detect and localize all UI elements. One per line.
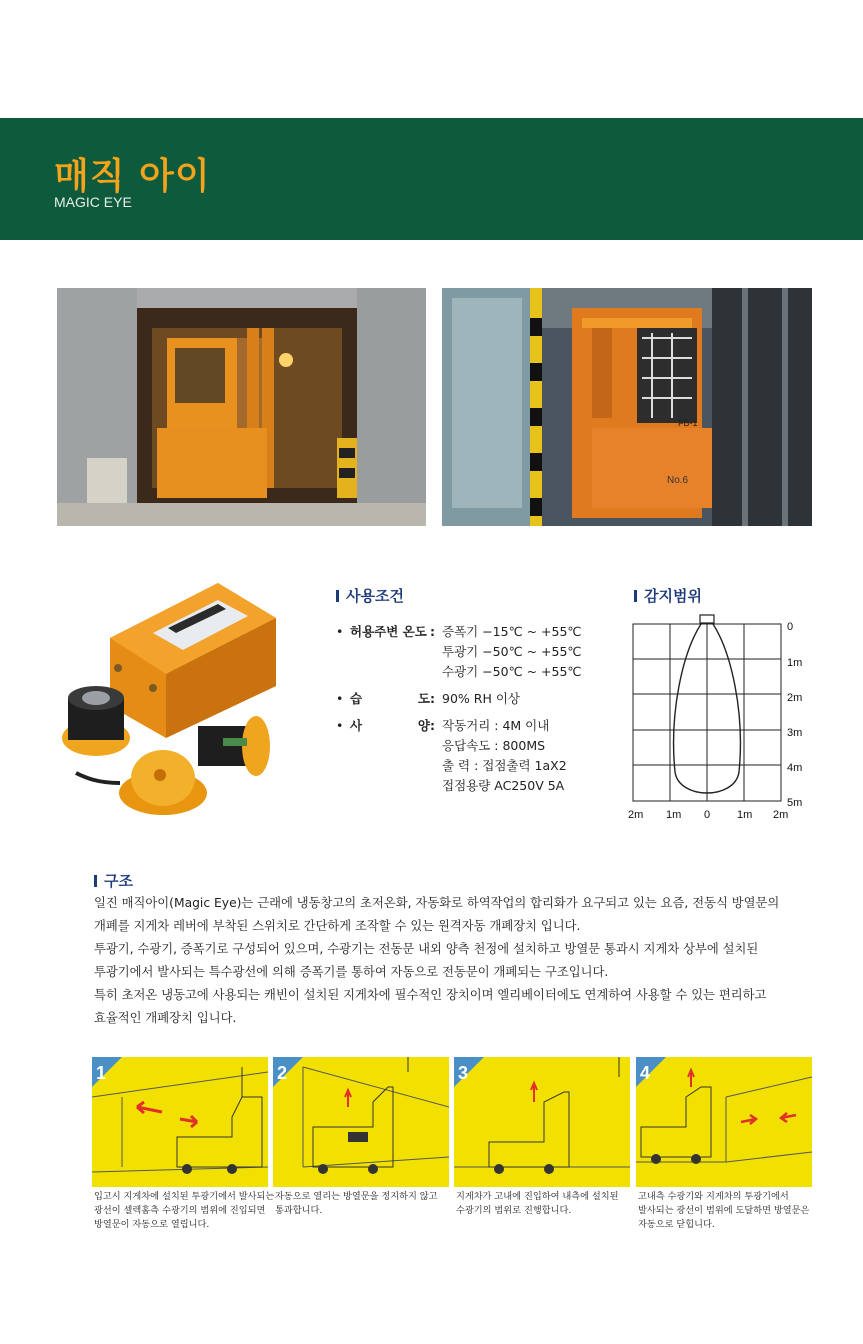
range-y-3: 3m [787, 727, 803, 739]
spec-row-temperature: • 허용주변 온도 : 증폭기 −15℃ ~ +55℃ 투광기 −50℃ ~ +55℃ 수광기 −50℃ ~ +55℃ [336, 624, 582, 679]
photo-forklift-warehouse [442, 288, 812, 526]
forklift-number-label: No.6 [667, 475, 689, 486]
detection-title: 감지범위 [634, 585, 702, 606]
step-4-number: 4 [640, 1063, 651, 1083]
detection-range-diagram [625, 612, 815, 824]
range-y-2: 2m [787, 692, 803, 704]
step-2-illustration [273, 1057, 449, 1187]
spec-row-specification: • 사 양 : 작동거리 : 4M 이내 응답속도 : 800MS 출 력 : 접점출력 1aX2 접점용량 AC250V 5A [336, 718, 567, 793]
step-4-caption: 고내측 수광기와 지게차의 투광기에서 발사되는 광선이 범위에 도달하면 방열문은 자동으로 닫힙니다. [638, 1191, 810, 1230]
forklift-plate-label: FB-1 [678, 418, 698, 428]
range-x-3: 1m [737, 809, 753, 821]
step-1 [92, 1057, 275, 1232]
step-2-number: 2 [277, 1063, 288, 1083]
range-x-1: 1m [666, 809, 682, 821]
structure-description: 일진 매직아이(Magic Eye)는 근래에 냉동창고의 초저온화, 자동화로 하역작업의 합리화가 요구되고 있는 요즘, 전동식 방열문의 개폐를 지게차 레버에 부착된 스위치로 간단하게 조작할 수 있는 원격자동 개폐장치 입니다. 투광기, 수광기, 증폭기로 구성되어 있으며, 수광기는 전동문 내외 양측 천정에 설치하고 방열문 통과시 지게차 상부에 설치된 투광기에서 발사되는 특수광선에 의해 증폭기를 통하여 자동으로 전동문이 개폐되는 구조입니다. 특히 초저온 냉동고에 사용되는 캐빈이 설치된 지게차에 필수적인 장치이며 엘리베이터에도 연계하여 사용할 수 있는 편리하고 효율적인 개폐장치 입니다. [94, 896, 780, 1025]
step-1-illustration [92, 1057, 268, 1187]
spec-row-humidity: • 습 도 : 90% RH 이상 [336, 691, 520, 706]
range-y-0: 0 [787, 621, 794, 633]
step-2-caption: 자동으로 열리는 방열문을 정지하지 않고 통과합니다. [275, 1191, 438, 1216]
range-y-5: 5m [787, 797, 803, 809]
structure-title: 구조 [94, 870, 133, 891]
step-4-illustration [636, 1057, 812, 1187]
range-x-0: 2m [628, 809, 644, 821]
step-3-caption: 지게차가 고내에 진입하여 내측에 설치된 수광기의 범위로 진행합니다. [456, 1191, 619, 1216]
step-3-illustration [454, 1057, 630, 1187]
range-y-1: 1m [787, 657, 803, 669]
step-1-number: 1 [96, 1063, 107, 1083]
magic-eye-product-image [58, 578, 288, 828]
step-2 [273, 1057, 449, 1218]
header-banner [0, 118, 863, 240]
conditions-table [336, 622, 581, 803]
step-3-number: 3 [458, 1063, 469, 1083]
range-x-2: 0 [704, 809, 711, 821]
step-1-caption: 입고시 지게차에 설치된 투광기에서 발사되는 광선이 셀렉홈측 수광기의 범위에 진입되면 방열문이 자동으로 열립니다. [94, 1191, 275, 1230]
page-title: 매직 아이 [54, 156, 211, 197]
step-4 [636, 1057, 812, 1232]
range-y-4: 4m [787, 762, 803, 774]
conditions-title: 사용조건 [336, 585, 404, 606]
photo-forklift-door [57, 288, 426, 526]
step-3 [454, 1057, 630, 1218]
range-x-4: 2m [773, 809, 789, 821]
page-subtitle: MAGIC EYE [54, 194, 132, 210]
